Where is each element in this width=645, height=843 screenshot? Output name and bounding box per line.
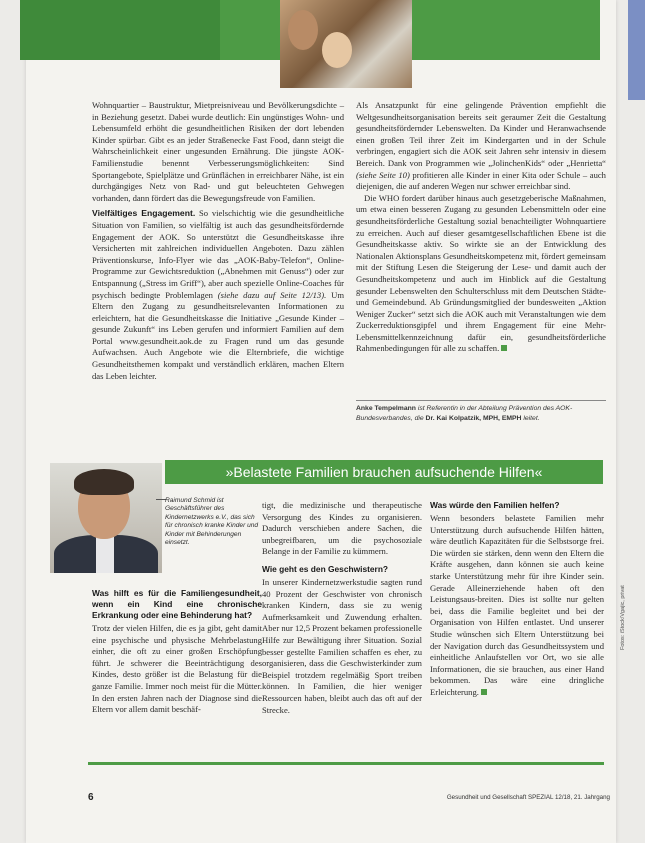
credit-rule [356,400,606,401]
interview-answer: Trotz der vielen Hilfen, die es ja gibt, geht damit eine psychische und physische Mehrbelastung einher, die oft zu einer großen Erschöpfung führt. Je schwerer die Beeinträchtigung des Kindes, desto größer ist die Belastung für die ganze Familie. Immer noch meist für die Mütter. In den ersten Jahren nach der Diagnose sind die Eltern vor allem damit beschäf- [92,623,262,715]
interview-question: Was würde den Familien helfen? [430,500,560,510]
article-paragraph: Wohnquartier – Baustruktur, Mietpreisniveau und Bevölkerungsdichte – in Beziehung gesetzt. Dabei wurde deutlich: Ein ungünstiges Wohn- und Lebensumfeld erhöht die gesundheitlichen Risiken der dort lebenden Kinder spürbar. Gibt es an jeder Straßenecke Fast Food, dann steigt die Wahrscheinlichkeit einer ungesunden Ernährung. Die jüngste AOK-Familienstudie benennt Verbesserungsmöglichkeiten: Sind Sportangebote, Spielplätze und Grünflächen in erreichbarer Nähe, ist ein durchgängiges Netz von Rad- und gut beleuchteten Gehwegen vorhanden, dann fördert das die Bewegungsfreude von Familien. [92,100,344,203]
end-mark-icon [501,345,507,351]
author-credit [356,404,606,424]
top-photo [280,0,412,88]
portrait-shirt [96,537,114,573]
interview-answer [430,513,604,699]
interview-column-2 [262,500,422,716]
article-text: Um Eltern den Zugang zu gesundheitsrelevanten Informationen zu erleichtern, hat die Gesundheitskasse die Initiative „Gesunde Kinder – gesunde Zukunft“ ins Leben gerufen und informiert Familien auf dem Portal www.gesundheit.aok.de zu Fragen rund um das gesunde Aufwachsen. Auch Angebote wie die Elternbriefe, die wichtige Gesundheitsthemen kompakt und verständlich erklären, machen Eltern das Leben leichter. [92,289,344,381]
article-reference: (siehe Seite 10) [356,169,410,180]
interview-question: Wie geht es den Geschwistern? [262,563,389,574]
interview-answer: tigt, die medizinische und therapeutische Versorgung des Kindes zu organisieren. Dadurch verschieben andere Sachen, die unbegreifbaren, um die psychosoziale Belange in der Familie zu kümmern. [262,500,422,557]
right-color-strip [628,0,645,100]
interview-column-1 [92,588,262,716]
article-paragraph [356,193,606,355]
article-column-2 [356,100,606,355]
author-role: ist Referentin in der Abteilung Prävention des AOK-Bundesverbandes, die [356,405,573,422]
article-text: Die WHO fordert darüber hinaus auch gesetzgeberische Maßnahmen, um etwa einen besseren Zugang zu gesunden Lebensmitteln oder eine gesundheitsförderliche Gestaltung sozial benachteiligter Wohnquartiere zu erreichen. Auch auf dieser gesamtgesellschaftlichen Ebene ist die Gesundheitskasse aktiv. So wirkte sie an der Entwicklung des Nationalen Aktionsplans Gesundheitskompetenz mit, fördert gemeinsam mit der Stiftung Lesen die Steigerung der Lese- und damit auch der Gesundheitskompetenz und auch im Hinblick auf die Gestaltung gesunder Lebenswelten den Schulterschluss mit dem Deutschen Städte- und Gemeindebund. Ab Gründungsmitglied der bundesweiten „Aktion Weniger Zucker“ setzt sich die AOK auch mit Veranstaltungen wie dem Zuckerreduktionsgipfel und ihrem Engagement für eine Mehr-Lebensmittelkennzeichnung dafür ein, gesundheitsförderliche Rahmenbedingungen für alle zu schaffen. [356,192,606,354]
portrait-caption: Raimund Schmid ist Geschäftsführer des Kindernetzwerks e.V., das sich für chronisch kranke Kinder und Kinder mit Behinderungen einsetzt. [165,497,259,547]
article-paragraph [356,100,606,193]
author-name: Anke Tempelmann [356,405,416,412]
header-band-dark [20,0,220,60]
top-photo-adult [288,10,318,50]
article-text: So vielschichtig wie die gesundheitliche Situation von Familien, so vielfältig ist auch das gesundheitsfördernde Engagement der AOK. So unterstützt die Gesundheitskasse ihre Versicherten mit zahlreichen individuellen Angeboten. Dazu zählen Präventionskurse, Info-Flyer wie das „AOK-Baby-Telefon“, Online-Programme zur Gewichtsreduktion („Abnehmen mit Genuss“) oder zur Entspannung („Stress im Griff“), aber auch spezielle Online-Coaches für psychisch bedingte Problemlagen [92,208,344,300]
author-name: Dr. Kai Kolpatzik, MPH, EMPH [425,415,522,422]
article-reference: (siehe dazu auf Seite 12/13). [217,289,327,300]
portrait-hair [74,469,134,495]
article-paragraph [92,208,344,382]
interview-title-banner: »Belastete Familien brauchen aufsuchende Hilfen« [165,460,603,484]
end-mark-icon [481,689,487,695]
author-role: leitet. [523,415,540,422]
article-text: Als Ansatzpunkt für eine gelingende Prävention empfiehlt die Weltgesundheitsorganisation bereits seit geraumer Zeit die Gestaltung gesundheitsfördernder Lebenswelten. Da Kinder und Heranwachsende einen großen Teil ihrer Zeit im Kindergarten und in der Schule verbringen, engagiert sich die AOK seit Jahren sehr intensiv in diesem Bereich. Dank von Programmen wie „JolinchenKids“ oder „Henrietta“ [356,100,606,168]
interview-bottom-rule [88,762,604,765]
page-number: 6 [88,792,94,803]
publication-footer: Gesundheit und Gesellschaft SPEZIAL 12/18, 21. Jahrgang [446,794,610,801]
article-column-1 [92,100,344,382]
interview-question: Was hilft es für die Familiengesundheit, wenn ein Kind eine chronische Erkrankung oder eine Behinderung hat? [92,588,262,620]
photo-credit: Fotos: iStock/Vgajic, privat [620,585,626,650]
interviewee-portrait [50,463,162,573]
article-text: profitieren alle Kinder in einer Kita oder Schule – auch diejenigen, die auf anderen Wegen nur schwer erreichbar sind. [356,169,606,192]
top-photo-child [322,32,352,68]
interview-column-3 [430,500,604,699]
paragraph-lead: Vielfältiges Engagement. [92,208,196,219]
answer-text: Wenn besonders belastete Familien mehr Unterstützung durch aufsuchende Hilfen hätten, wäre deutlich Kapazitäten für die Selbstsorge frei. Die würden sie stärken, denn wenn den Eltern die Kräfte ausgehen, dann können sie auch keine starke Unterstützung mehr für ihre Kinder sein. Gerade Alleinerziehende haben oft den Leistungsaus-breiten. Dies ist sollte nur gelten bei, dass die Familie begleitet und bei der Organisation von Hilfen entlastet. Und unserer Studie wünschen sich Eltern Unterstützung bei der Navigation durch das Gesundheitssystem und einheitliche Anlaufstellen vor Ort, wo sie alle Informationen, die sie brauchen, aus einer Hand bekommen. Das wäre eine dringliche Erleichterung. [430,513,604,697]
interview-answer: In unserer Kindernetzwerkstudie sagten rund 40 Prozent der Geschwister von chronisch kranken Kindern, dass sie zu wenig Aufmerksamkeit und Zuwendung erhalten. Aber nur 12,5 Prozent bekamen professionelle Hilfe zur Bewältigung ihrer Situation. Sozial besser gestellte Familien schaffen es eher, zu organisieren, dass die Geschwisterkinder zum Beispiel trotzdem regelmäßig Sport treiben können. In Familien, die hier weniger Ressourcen haben, bleibt auch das oft auf der Strecke. [262,576,422,715]
